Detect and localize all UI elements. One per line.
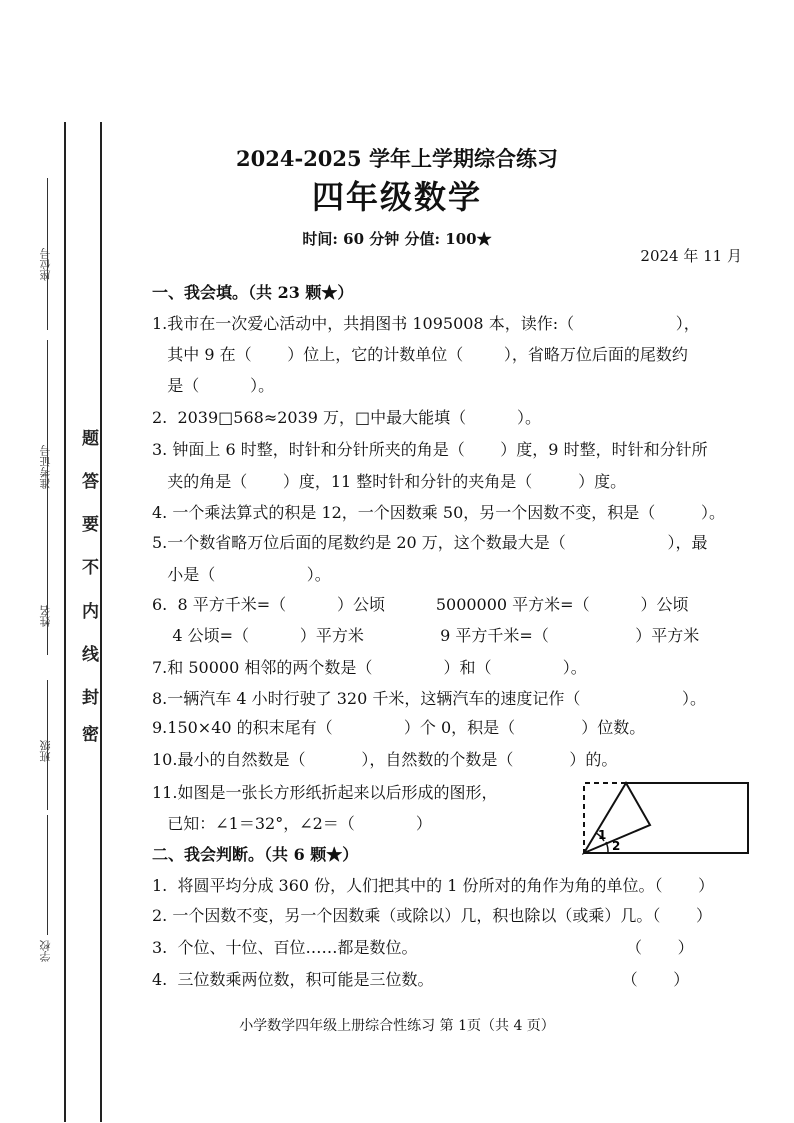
question-line: 4. 一个乘法算式的积是 12，一个因数乘 50，另一个因数不变，积是（ ）。 (152, 503, 726, 522)
question-line: 7.和 50000 相邻的两个数是（ ）和（ ）。 (152, 658, 587, 677)
question-line: 3. 钟面上 6 时整，时针和分针所夹的角是（ ）度，9 时整，时针和分针所 (152, 440, 708, 459)
question-line: 已知：∠1＝32°，∠2＝（ ） (152, 814, 432, 833)
seal-char: 密 (82, 725, 99, 745)
exam-title: 2024-2025 学年上学期综合练习 (236, 146, 558, 171)
margin-line-inner (100, 122, 102, 1122)
seal-char: 题 (82, 429, 99, 449)
school-label: 学校 (39, 940, 52, 962)
question-line: 小是（ ）。 (152, 565, 331, 584)
margin-line-outer (64, 122, 66, 1122)
seal-char: 不 (82, 558, 99, 578)
question-line: 10.最小的自然数是（ ），自然数的个数是（ ）的。 (152, 750, 618, 769)
question-line: 2. 2039□568≈2039 万，□中最大能填（ ）。 (152, 408, 542, 427)
seal-char: 要 (82, 515, 99, 535)
seal-char: 答 (82, 472, 99, 492)
seat-number-label: 座位号 (39, 248, 52, 281)
exam-number-label: 准考证号 (39, 445, 52, 489)
question-line: 4 公顷=（ ）平方米 9 平方千米=（ ）平方米 (152, 626, 700, 645)
question-line: 5.一个数省略万位后面的尾数约是 20 万，这个数最大是（ ），最 (152, 533, 708, 552)
question-line: 8.一辆汽车 4 小时行驶了 320 千米，这辆汽车的速度记作（ ）。 (152, 689, 707, 708)
page-footer: 小学数学四年级上册综合性练习 第 1页（共 4 页） (239, 1018, 555, 1034)
name-blank (47, 545, 48, 655)
judge-line: 1. 将圆平均分成 360 份，人们把其中的 1 份所对的角作为角的单位。（ ） (152, 876, 715, 895)
section1-heading: 一、我会填。（共 23 颗★） (152, 283, 354, 302)
subject-title: 四年级数学 (311, 178, 482, 216)
question-line: 其中 9 在（ ）位上，它的计数单位（ ），省略万位后面的尾数约 (152, 345, 688, 364)
seal-char: 封 (82, 688, 99, 708)
school-blank (47, 815, 48, 935)
question-line: 6. 8 平方千米=（ ）公顷 5000000 平方米=（ ）公顷 (152, 595, 689, 614)
question-line: 1.我市在一次爱心活动中，共捐图书 1095008 本，读作:（ ）， (152, 314, 700, 333)
seal-char: 线 (82, 645, 99, 665)
question-line: 是（ ）。 (152, 376, 275, 395)
name-label: 姓名 (39, 605, 52, 627)
judge-line: 4. 三位数乘两位数，积可能是三位数。 （ ） (152, 970, 690, 989)
angle1-label: 1 (598, 828, 607, 842)
seal-char: 内 (82, 602, 99, 622)
section2-heading: 二、我会判断。（共 6 颗★） (152, 845, 359, 864)
folded-paper-figure (582, 781, 750, 855)
question-line: 9.150×40 的积末尾有（ ）个 0，积是（ ）位数。 (152, 718, 646, 737)
question-line: 夹的角是（ ）度，11 整时针和分针的夹角是（ ）度。 (152, 472, 627, 491)
angle2-label: 2 (612, 839, 621, 853)
class-label: 班级 (39, 740, 52, 762)
exam-date: 2024 年 11 月 (640, 247, 742, 265)
question-line: 11.如图是一张长方形纸折起来以后形成的图形， (152, 783, 498, 802)
time-score-line: 时间: 60 分钟 分值: 100★ (302, 230, 492, 248)
judge-line: 3. 个位、十位、百位……都是数位。 （ ） (152, 938, 694, 957)
judge-line: 2. 一个因数不变，另一个因数乘（或除以）几，积也除以（或乘）几。（ ） (152, 906, 712, 925)
